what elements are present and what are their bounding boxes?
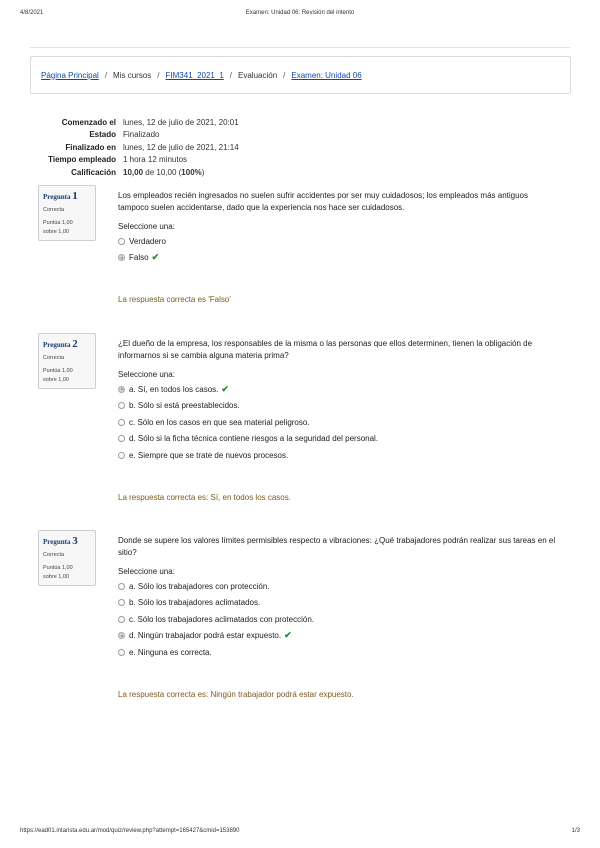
option[interactable] [118, 578, 558, 595]
question-number [43, 535, 91, 547]
print-title: Examen: Unidad 06: Revisión del intento [245, 10, 355, 16]
summary-label: Tiempo empleado [48, 155, 116, 165]
summary-value: lunes, 12 de julio de 2021, 21:14 [123, 142, 239, 152]
question-number [43, 338, 91, 350]
option[interactable] [118, 611, 558, 628]
option[interactable] [118, 431, 558, 448]
question-num: 3 [72, 535, 78, 547]
question-prompt: Seleccione una: [118, 222, 175, 231]
radio-button[interactable] [118, 238, 125, 245]
grade-score: 10,00 [123, 167, 144, 177]
summary-label: Finalizado en [65, 142, 116, 152]
breadcrumb-course-link[interactable]: FIM341_2021_1 [165, 70, 224, 80]
question-num: 1 [72, 190, 78, 202]
grade-percent: 100% [181, 167, 202, 177]
grade-of: de 10,00 ( [145, 167, 182, 177]
option[interactable] [118, 414, 558, 431]
summary-row-state [30, 129, 239, 142]
question-content [118, 185, 558, 266]
radio-button[interactable] [118, 616, 125, 623]
radio-button[interactable] [118, 254, 125, 261]
question-grade [43, 219, 91, 237]
summary-value: lunes, 12 de julio de 2021, 20:01 [123, 117, 239, 127]
summary-row-time [30, 154, 239, 167]
radio-button[interactable] [118, 419, 125, 426]
breadcrumb [30, 56, 571, 94]
options-list [118, 578, 558, 661]
option[interactable] [118, 447, 558, 464]
summary-row-started [30, 116, 239, 129]
radio-button[interactable] [118, 632, 125, 639]
option[interactable] [118, 628, 558, 645]
option[interactable] [118, 233, 558, 250]
breadcrumb-separator: / [283, 70, 286, 80]
radio-button[interactable] [118, 435, 125, 442]
question-num: 2 [72, 338, 78, 350]
option[interactable] [118, 644, 558, 661]
question-number [43, 190, 91, 202]
option[interactable] [118, 250, 558, 267]
attempt-summary [30, 116, 239, 179]
correct-answer-feedback: La respuesta correcta es: Sí, en todos los casos. [118, 493, 291, 502]
page-number: 1/3 [571, 828, 580, 834]
option-label: Falso [129, 253, 149, 263]
question-info [38, 185, 96, 241]
print-date: 4/8/2021 [20, 10, 44, 16]
question-content [118, 530, 558, 661]
divider [30, 47, 570, 48]
question-info [38, 530, 96, 586]
question-out-of: sobre 1,00 [43, 229, 69, 235]
options-list [118, 381, 558, 464]
correct-check-icon: ✔ [284, 630, 292, 641]
question-prompt: Seleccione una: [118, 370, 175, 379]
correct-answer-feedback: La respuesta correcta es: Ningún trabajador podrá estar expuesto. [118, 690, 354, 699]
option[interactable] [118, 381, 558, 398]
breadcrumb-home-link[interactable]: Página Principal [41, 70, 99, 80]
option-label: c. Sólo los trabajadores aclimatados con protección. [129, 614, 314, 624]
option-label: a. Sí, en todos los casos. [129, 384, 219, 394]
option-label: d. Sólo si la ficha técnica contiene riesgos a la seguridad del personal. [129, 434, 379, 444]
radio-button[interactable] [118, 452, 125, 459]
question-label: Pregunta [43, 341, 71, 349]
grade-close: ) [201, 167, 205, 177]
question-out-of: sobre 1,00 [43, 574, 69, 580]
correct-check-icon: ✔ [151, 252, 160, 263]
summary-value [123, 168, 204, 177]
question-state: Correcta [43, 355, 65, 361]
summary-row-finished [30, 141, 239, 154]
print-header [20, 10, 580, 20]
option[interactable] [118, 398, 558, 415]
radio-button[interactable] [118, 402, 125, 409]
option-label: b. Sólo si está preestablecidos. [129, 401, 240, 411]
question-state: Correcta [43, 552, 65, 558]
question-points: Puntúa 1,00 [43, 565, 73, 571]
option-label: c. Sólo en los casos en que sea material peligroso. [129, 417, 310, 427]
summary-value: 1 hora 12 minutos [123, 155, 188, 165]
question-prompt: Seleccione una: [118, 567, 175, 576]
question-text: Donde se supere los valores límites permisibles respecto a vibraciones: ¿Qué trabajadores podrán realizar sus tareas en el sitio? [118, 536, 556, 557]
option-label: e. Siempre que se trate de nuevos procesos. [129, 450, 289, 460]
question-grade [43, 367, 91, 385]
breadcrumb-my-courses: Mis cursos [113, 70, 152, 80]
summary-row-grade [30, 166, 239, 179]
option-label: a. Sólo los trabajadores con protección. [129, 581, 270, 591]
question-text: Los empleados recién ingresados no suelen sufrir accidentes por ser muy cuidadosos; los empleados más antiguos tampoco suelen accidentarse, dado que la experiencia nos hace ser cuidadosos. [118, 191, 529, 212]
print-url: https://ead01.intarista.edu.ar/mod/quiz/review.php?attempt=165427&cmid=153890 [20, 828, 240, 834]
breadcrumb-exam-link[interactable]: Examen: Unidad 06 [291, 70, 362, 80]
breadcrumb-separator: / [229, 70, 233, 80]
option-label: e. Ninguna es correcta. [129, 647, 212, 657]
summary-value: Finalizado [123, 130, 160, 140]
summary-label: Estado [89, 130, 116, 140]
radio-button[interactable] [118, 649, 125, 656]
question-points: Puntúa 1,00 [43, 220, 73, 226]
option[interactable] [118, 595, 558, 612]
question-grade [43, 564, 91, 582]
question-content [118, 333, 558, 464]
summary-label: Calificación [71, 167, 116, 177]
breadcrumb-evaluation: Evaluación [238, 70, 278, 80]
option-label: b. Sólo los trabajadores aclimatados. [129, 598, 261, 608]
breadcrumb-separator: / [157, 70, 160, 80]
question-text: ¿El dueño de la empresa, los responsables de la misma o las personas que ellos determinen, tienen la obligación de informarnos si se cambia alguna materia prima? [118, 339, 533, 360]
summary-label: Comenzado el [61, 117, 116, 127]
question-label: Pregunta [43, 193, 71, 201]
radio-button[interactable] [118, 583, 125, 590]
question-state: Correcta [43, 207, 65, 213]
question-label: Pregunta [43, 538, 71, 546]
radio-button[interactable] [118, 386, 125, 393]
breadcrumb-separator: / [104, 70, 108, 80]
radio-button[interactable] [118, 599, 125, 606]
question-points: Puntúa 1,00 [43, 368, 73, 374]
correct-check-icon: ✔ [221, 383, 229, 394]
option-label: Verdadero [129, 236, 166, 246]
question-info [38, 333, 96, 389]
options-list [118, 233, 558, 266]
correct-answer-feedback: La respuesta correcta es 'Falso' [118, 295, 231, 304]
question-out-of: sobre 1,00 [43, 377, 69, 383]
option-label: d. Ningún trabajador podrá estar expuesto. [129, 631, 282, 641]
